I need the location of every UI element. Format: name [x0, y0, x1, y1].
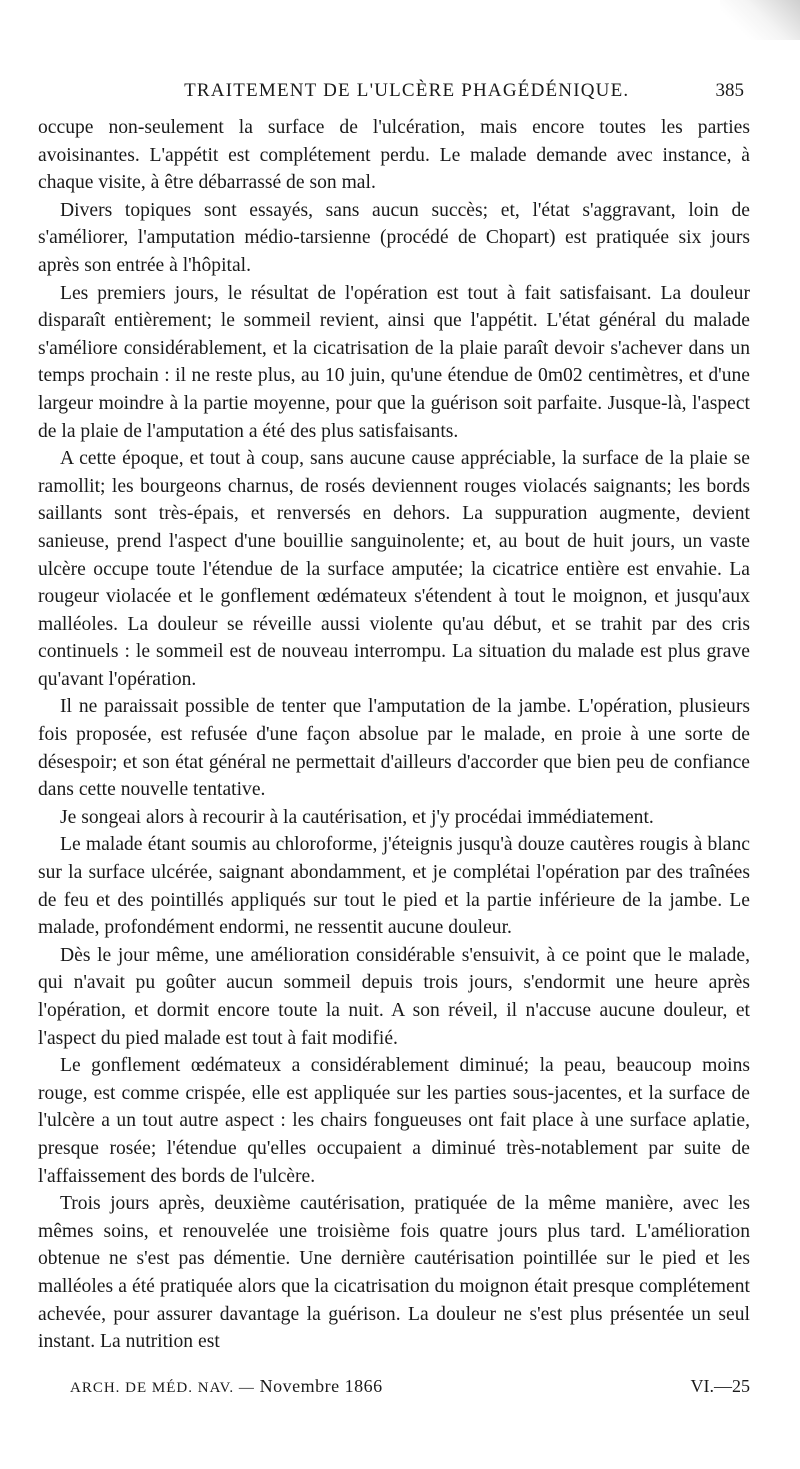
paragraph: Le gonflement œdémateux a considérablement diminué; la peau, beaucoup moins rouge, est comme crispée, elle est appliquée sur les parties sous-jacentes, et la surface de l'ulcère a un tout autre aspect : les chairs fongueuses ont fait place à une surface aplatie, presque rosée; l'étendue qu'elles occupaient a diminué très-notablement par suite de l'affaissement des bords de l'ulcère.	[38, 1055, 750, 1187]
journal-citation	[70, 1376, 383, 1397]
paragraph: Je songeai alors à recourir à la cautérisation, et j'y procédai immédiatement.	[60, 806, 654, 828]
paragraph: Le malade étant soumis au chloroforme, j'éteignis jusqu'à douze cautères rougis à blanc sur la surface ulcérée, saignant abondamment, et je complétai l'opération par des traînées de feu et des pointillés appliqués sur tout le pied et la partie inférieure de la jambe. Le malade, profondément endormi, ne ressentit aucune douleur.	[38, 834, 750, 939]
paragraph: occupe non-seulement la surface de l'ulcération, mais encore toutes les parties avoisinantes. L'appétit est complétement perdu. Le malade demande avec instance, à chaque visite, à être débarrassé de son mal.	[38, 117, 750, 194]
issue-date: Novembre 1866	[259, 1376, 383, 1396]
paragraph: Divers topiques sont essayés, sans aucun succès; et, l'état s'aggravant, loin de s'améliorer, l'amputation médio-tarsienne (procédé de Chopart) est pratiquée six jours après son entrée à l'hôpital.	[38, 199, 750, 276]
paragraph: Il ne paraissait possible de tenter que l'amputation de la jambe. L'opération, plusieurs fois proposée, est refusée d'une façon absolue par le malade, en proie à une sorte de désespoir; et son état général ne permettait d'ailleurs d'accorder que bien peu de confiance dans cette nouvelle tentative.	[38, 696, 750, 801]
paragraph: A cette époque, et tout à coup, sans aucune cause appréciable, la surface de la plaie se ramollit; les bourgeons charnus, de rosés deviennent rouges violacés saignants; les bords saillants sont très-épais, et renversés en dehors. La suppuration augmente, devient sanieuse, prend l'aspect d'une bouillie sanguinolente; et, au bout de huit jours, un vaste ulcère occupe toute l'étendue de la surface amputée; la cicatrice entière est envahie. La rougeur violacée et le gonflement œdémateux s'étendent à tout le moignon, et jusqu'aux malléoles. La douleur se réveille aussi violente qu'au début, et se trahit par des cris continuels : le sommeil est de nouveau interrompu. La situation du malade est plus grave qu'avant l'opération.	[38, 448, 750, 690]
body-text	[38, 114, 750, 1356]
page-footer	[70, 1376, 750, 1397]
scan-corner-shade	[720, 0, 800, 40]
journal-name: ARCH. DE MÉD. NAV. —	[70, 1380, 255, 1396]
paragraph: Dès le jour même, une amélioration considérable s'ensuivit, à ce point que le malade, qui n'avait pu goûter aucun sommeil depuis trois jours, s'endormit une heure après l'opération, et dormit encore toute la nuit. A son réveil, il n'accuse aucune douleur, et l'aspect du pied malade est tout à fait modifié.	[38, 944, 750, 1049]
paragraph: Trois jours après, deuxième cautérisation, pratiquée de la même manière, avec les mêmes soins, et renouvelée une troisième fois quatre jours plus tard. L'amélioration obtenue ne s'est pas démentie. Une dernière cautérisation pointillée sur le pied et les malléoles a été pratiquée alors que la cicatrisation du moignon était presque complétement achevée, pour assurer davantage la guérison. La douleur ne s'est plus présentée un seul instant. La nutrition est	[38, 1193, 750, 1353]
book-page	[38, 80, 750, 1356]
signature-mark: VI.—25	[690, 1376, 750, 1396]
page-number: 385	[715, 80, 744, 101]
page-header	[38, 80, 750, 114]
paragraph: Les premiers jours, le résultat de l'opération est tout à fait satisfaisant. La douleur disparaît entièrement; le sommeil revient, ainsi que l'appétit. L'état général du malade s'améliore considérablement, et la cicatrisation de la plaie paraît devoir s'achever dans un temps prochain : il ne reste plus, au 10 juin, qu'une étendue de 0m02 centimètres, et d'une largeur moindre à la partie moyenne, pour que la guérison soit parfaite. Jusque-là, l'aspect de la plaie de l'amputation a été des plus satisfaisants.	[38, 282, 750, 442]
running-title: TRAITEMENT DE L'ULCÈRE PHAGÉDÉNIQUE.	[184, 80, 630, 101]
